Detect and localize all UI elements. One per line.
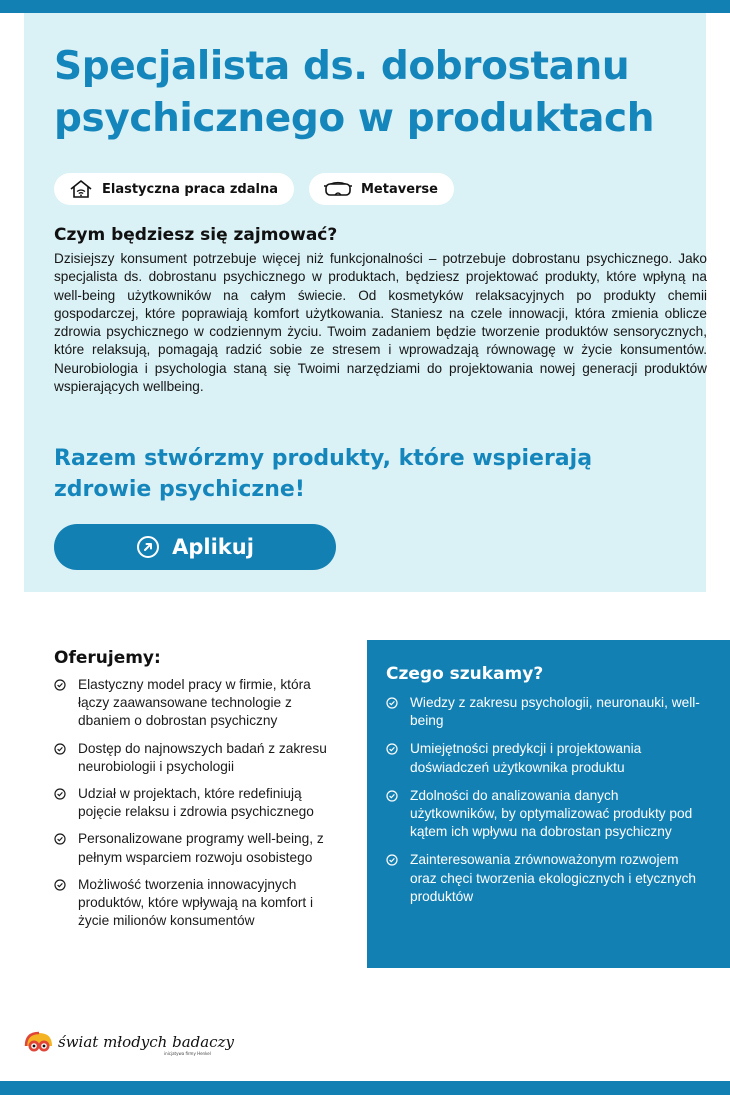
description-text: Dzisiejszy konsument potrzebuje więcej niż funkcjonalności – potrzebuje dobrostanu psychicznego. Jako specjalista ds. dobrostanu psychicznego w produktach, będziesz projektować produkty, które wpłyną na well-being użytkowników na całym świecie. Od kosmetyków relaksacyjnych po produkty chemii gospodarczej, które poprawiają komfort użytkowania. Staniesz na czele innowacji, która zmienia oblicze zdrowia psychicznego w codziennym życiu. Twoim zadaniem będzie tworzenie produktów sensorycznych, które relaksują, pomagają radzić sobie ze stresem i wprowadzają równowagę w życie konsumentów. Neurobiologia i psychologia staną się Twoimi narzędziami do projektowania nowej generacji produktów wspierających wellbeing.	[54, 251, 707, 395]
offer-item-text: Elastyczny model pracy w firmie, która łączy zaawansowane technologie z dbaniem o dobrostan psychiczny	[78, 677, 311, 729]
requirement-item	[386, 694, 708, 730]
requirements-list	[386, 694, 708, 916]
requirements-heading: Czego szukamy?	[386, 664, 544, 684]
logo-mascot-icon	[24, 1030, 54, 1054]
check-circle-icon	[386, 854, 398, 866]
job-tags	[54, 173, 454, 205]
offer-item	[54, 876, 336, 931]
tag-remote-work-label: Elastyczna praca zdalna	[102, 181, 278, 197]
check-circle-icon	[54, 879, 66, 891]
offer-section	[54, 648, 336, 939]
offer-item-text: Dostęp do najnowszych badań z zakresu neurobiologii i psychologii	[78, 740, 327, 774]
check-circle-icon	[386, 697, 398, 709]
tag-metaverse	[309, 173, 454, 205]
offer-item-text: Udział w projektach, które redefiniują pojęcie relaksu i zdrowia psychicznego	[78, 786, 314, 820]
requirements-section	[367, 640, 730, 968]
requirement-item-text: Umiejętności predykcji i projektowania doświadczeń użytkownika produktu	[410, 741, 642, 775]
offer-item-text: Możliwość tworzenia innowacyjnych produktów, które wpływają na komfort i życie milionów konsumentów	[78, 876, 314, 929]
check-circle-icon	[54, 788, 66, 800]
hero-section	[24, 13, 706, 592]
offer-list	[54, 676, 336, 930]
tag-remote-work	[54, 173, 294, 205]
offer-item	[54, 785, 336, 821]
tag-metaverse-label: Metaverse	[360, 181, 438, 197]
offer-item-text: Personalizowane programy well-being, z pełnym wsparciem rozwoju osobistego	[78, 831, 324, 865]
check-circle-icon	[54, 833, 66, 845]
check-circle-icon	[54, 743, 66, 755]
tagline: Razem stwórzmy produkty, które wspierają zdrowie psychiczne!	[54, 446, 593, 502]
logo-subtext: inicjatywa firmy Henkel	[164, 1051, 211, 1056]
bottom-accent-bar	[0, 1081, 730, 1095]
vr-goggles-icon	[323, 180, 353, 198]
check-circle-icon	[54, 679, 66, 691]
requirement-item	[386, 851, 708, 906]
offer-item	[54, 676, 336, 731]
apply-button-label: Aplikuj	[172, 535, 254, 559]
check-circle-icon	[386, 743, 398, 755]
description-heading: Czym będziesz się zajmować?	[54, 225, 338, 245]
page-title: Specjalista ds. dobrostanu psychicznego w produktach	[54, 44, 655, 141]
requirement-item-text: Zainteresowania zrównoważonym rozwojem oraz chęci tworzenia ekologicznych i etycznych produktów	[410, 852, 697, 904]
offer-item	[54, 830, 336, 866]
offer-heading: Oferujemy:	[54, 648, 161, 668]
brand-logo	[24, 1030, 234, 1054]
requirement-item-text: Zdolności do analizowania danych użytkowników, by optymalizować produkty pod kątem ich wpływu na dobrostan psychiczny	[410, 787, 693, 840]
apply-button[interactable]	[54, 524, 336, 570]
arrow-circle-icon	[136, 535, 160, 559]
requirement-item	[386, 740, 708, 776]
requirement-item	[386, 787, 708, 842]
check-circle-icon	[386, 790, 398, 802]
top-accent-bar	[0, 0, 730, 13]
home-wifi-icon	[68, 179, 94, 199]
logo-text: świat młodych badaczy	[58, 1033, 234, 1051]
offer-item	[54, 740, 336, 776]
requirement-item-text: Wiedzy z zakresu psychologii, neuronauki, well-being	[410, 695, 700, 729]
